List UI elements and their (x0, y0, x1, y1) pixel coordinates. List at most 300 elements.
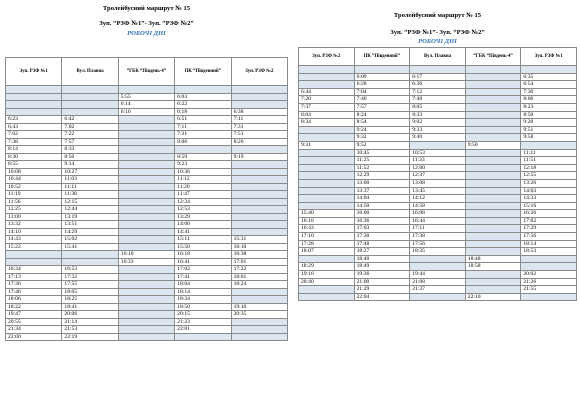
column-header: “ГБК “Південь-4” (118, 58, 174, 86)
time-cell: 5:55 (118, 93, 174, 101)
time-cell (465, 66, 521, 74)
time-cell: 10:45 (354, 149, 410, 157)
time-cell (231, 288, 287, 296)
time-cell: 18:05 (62, 288, 118, 296)
time-cell (465, 179, 521, 187)
time-cell: 9:14 (62, 161, 118, 169)
schedule-panel-right (298, 12, 577, 301)
time-cell: 9:40 (410, 134, 466, 142)
time-cell (465, 248, 521, 256)
table-row (299, 172, 577, 180)
time-cell: 6:10 (118, 108, 174, 116)
table-row (6, 303, 288, 311)
table-row (299, 164, 577, 172)
time-cell: 7:04 (354, 88, 410, 96)
time-cell (299, 187, 355, 195)
table-row (6, 183, 288, 191)
table-row (299, 103, 577, 111)
table-row (6, 161, 288, 169)
time-cell: 7:11 (231, 116, 287, 124)
time-cell: 13:29 (175, 213, 231, 221)
time-cell: 16:36 (354, 217, 410, 225)
time-cell: 19:44 (410, 271, 466, 279)
time-cell: 11:19 (6, 191, 62, 199)
time-cell (465, 240, 521, 248)
time-cell (465, 119, 521, 127)
time-cell (118, 153, 174, 161)
time-cell: 17:03 (354, 225, 410, 233)
column-header: ПК “Південний” (175, 58, 231, 86)
time-cell: 15:22 (6, 243, 62, 251)
table-row (299, 217, 577, 225)
time-cell: 18:24 (231, 281, 287, 289)
time-cell (118, 281, 174, 289)
time-cell: 6:22 (175, 101, 231, 109)
time-cell: 10:44 (6, 176, 62, 184)
time-cell (6, 258, 62, 266)
time-cell: 11:56 (6, 198, 62, 206)
time-cell (6, 86, 62, 94)
table-row (6, 251, 288, 259)
time-cell (465, 81, 521, 89)
time-cell (465, 210, 521, 218)
time-cell: 6:23 (6, 116, 62, 124)
time-cell: 8:50 (521, 111, 577, 119)
time-cell: 10:08 (6, 168, 62, 176)
time-cell: 17:11 (410, 225, 466, 233)
time-cell: 9:32 (354, 134, 410, 142)
time-cell (465, 217, 521, 225)
time-cell (231, 198, 287, 206)
time-cell: 18:49 (354, 263, 410, 271)
time-cell (231, 333, 287, 341)
time-cell (299, 172, 355, 180)
time-cell: 17:13 (6, 273, 62, 281)
time-cell: 7:02 (62, 123, 118, 131)
time-cell: 17:48 (354, 240, 410, 248)
time-cell (299, 81, 355, 89)
time-cell (465, 233, 521, 241)
time-cell (465, 164, 521, 172)
table-header-row (299, 48, 577, 66)
table-row (299, 210, 577, 218)
time-cell: 8:33 (62, 146, 118, 154)
table-row (6, 176, 288, 184)
time-cell (465, 149, 521, 157)
time-cell (118, 273, 174, 281)
time-cell (231, 318, 287, 326)
time-cell: 16:43 (299, 225, 355, 233)
time-cell: 11:25 (354, 157, 410, 165)
time-cell: 6:17 (410, 73, 466, 81)
table-row (6, 191, 288, 199)
time-cell (6, 251, 62, 259)
time-cell (175, 86, 231, 94)
time-cell: 18:25 (62, 296, 118, 304)
time-cell: 9:19 (231, 153, 287, 161)
table-row (299, 111, 577, 119)
time-cell: 13:08 (410, 179, 466, 187)
table-row (299, 119, 577, 127)
time-cell: 14:00 (175, 221, 231, 229)
time-cell: 12:15 (62, 198, 118, 206)
time-cell: 8:59 (175, 153, 231, 161)
time-cell (299, 255, 355, 263)
time-cell (118, 288, 174, 296)
time-cell: 9:31 (299, 141, 355, 149)
time-cell (6, 93, 62, 101)
time-cell: 8:54 (354, 119, 410, 127)
time-cell: 9:51 (521, 126, 577, 134)
time-cell: 13:32 (6, 221, 62, 229)
table-row (299, 255, 577, 263)
time-cell: 6:36 (410, 81, 466, 89)
time-cell: 18:14 (175, 288, 231, 296)
table-row (299, 286, 577, 294)
time-cell (62, 93, 118, 101)
time-cell (175, 146, 231, 154)
time-cell (231, 176, 287, 184)
time-cell: 17:30 (354, 233, 410, 241)
time-cell: 16:00 (354, 210, 410, 218)
time-cell: 7:02 (6, 131, 62, 139)
schedule-table (298, 47, 577, 301)
time-cell: 20:40 (299, 278, 355, 286)
time-cell: 18:40 (354, 255, 410, 263)
time-cell: 7:30 (521, 88, 577, 96)
time-cell: 20:55 (6, 318, 62, 326)
time-cell: 8:55 (6, 161, 62, 169)
time-cell: 16:33 (118, 258, 174, 266)
time-cell: 11:33 (410, 157, 466, 165)
day-type-label: РОБОЧІ ДНІ (418, 38, 457, 45)
time-cell (118, 228, 174, 236)
time-cell: 18:01 (231, 273, 287, 281)
table-row (299, 88, 577, 96)
time-cell: 16:18 (175, 251, 231, 259)
table-row (299, 96, 577, 104)
column-header: Вул. Плавна (62, 58, 118, 86)
time-cell: 22:00 (6, 333, 62, 341)
table-row (6, 138, 288, 146)
time-cell: 8:33 (410, 111, 466, 119)
time-cell: 6:18 (175, 108, 231, 116)
time-cell: 19:16 (299, 271, 355, 279)
time-cell: 7:37 (299, 103, 355, 111)
time-cell: 11:20 (175, 183, 231, 191)
route-subtitle: Зуп. “РЗФ №1”- Зуп. “РЗФ №2” (99, 20, 194, 27)
column-header: Зуп. РЗФ №1 (6, 58, 62, 86)
time-cell: 7:48 (410, 96, 466, 104)
time-cell: 20:02 (521, 271, 577, 279)
table-row (299, 149, 577, 157)
time-cell (118, 161, 174, 169)
time-cell: 15:41 (62, 243, 118, 251)
route-title: Тролейбусний маршрут № 15 (393, 12, 482, 19)
time-cell: 8:06 (521, 96, 577, 104)
time-cell (465, 286, 521, 294)
table-row (299, 248, 577, 256)
table-row (6, 288, 288, 296)
time-cell (299, 157, 355, 165)
time-cell (465, 103, 521, 111)
table-row (299, 225, 577, 233)
time-cell: 8:06 (175, 138, 231, 146)
time-cell: 14:29 (62, 228, 118, 236)
time-cell: 7:12 (410, 88, 466, 96)
time-cell: 17:56 (521, 233, 577, 241)
time-cell: 20:35 (231, 311, 287, 319)
time-cell (231, 191, 287, 199)
time-cell (465, 195, 521, 203)
time-cell: 6:54 (521, 81, 577, 89)
time-cell: 18:34 (175, 296, 231, 304)
time-cell: 12:37 (410, 172, 466, 180)
table-header-row (6, 58, 288, 86)
time-cell: 17:10 (299, 233, 355, 241)
time-cell (465, 126, 521, 134)
time-cell (6, 108, 62, 116)
table-row (6, 281, 288, 289)
time-cell: 13:37 (354, 187, 410, 195)
time-cell: 17:36 (6, 281, 62, 289)
time-cell: 8:50 (62, 153, 118, 161)
time-cell (62, 108, 118, 116)
time-cell (118, 221, 174, 229)
time-cell (465, 96, 521, 104)
table-row (299, 271, 577, 279)
table-row (299, 179, 577, 187)
time-cell: 18:35 (410, 248, 466, 256)
time-cell: 6:38 (231, 108, 287, 116)
time-cell: 22:10 (465, 293, 521, 301)
time-cell: 15:16 (521, 202, 577, 210)
table-row (6, 131, 288, 139)
time-cell (118, 326, 174, 334)
table-row (6, 243, 288, 251)
time-cell (62, 101, 118, 109)
time-cell: 7:20 (299, 96, 355, 104)
time-cell: 19:36 (354, 271, 410, 279)
time-cell: 9:50 (465, 141, 521, 149)
time-cell: 15:50 (175, 243, 231, 251)
time-cell: 11:47 (175, 191, 231, 199)
time-cell (299, 164, 355, 172)
table-row (6, 228, 288, 236)
time-cell (231, 168, 287, 176)
time-cell: 7:11 (175, 123, 231, 131)
time-cell (521, 293, 577, 301)
time-cell: 17:22 (231, 266, 287, 274)
table-row (6, 273, 288, 281)
column-header: Зуп. РЗФ №2 (231, 58, 287, 86)
time-cell: 11:52 (354, 164, 410, 172)
time-cell (118, 198, 174, 206)
time-cell (465, 202, 521, 210)
time-cell (299, 149, 355, 157)
time-cell: 17:38 (410, 233, 466, 241)
time-cell (118, 243, 174, 251)
time-cell (118, 266, 174, 274)
time-cell: 18:50 (175, 303, 231, 311)
time-cell: 14:50 (354, 202, 410, 210)
time-cell (118, 116, 174, 124)
time-cell (354, 66, 410, 74)
time-cell (299, 293, 355, 301)
time-cell (231, 221, 287, 229)
time-cell: 15:40 (299, 210, 355, 218)
time-cell: 6:42 (62, 116, 118, 124)
time-cell: 18:27 (354, 248, 410, 256)
time-cell (231, 86, 287, 94)
time-cell: 12:55 (521, 172, 577, 180)
table-row (6, 123, 288, 131)
column-header: Вул. Плавна (410, 48, 466, 66)
time-cell: 14:33 (521, 195, 577, 203)
time-cell: 8:23 (521, 103, 577, 111)
time-cell: 21:34 (6, 326, 62, 334)
time-cell (231, 93, 287, 101)
time-cell: 18:07 (299, 248, 355, 256)
time-cell (118, 311, 174, 319)
time-cell: 16:16 (299, 217, 355, 225)
time-cell: 12:24 (175, 198, 231, 206)
time-cell (62, 86, 118, 94)
time-cell: 11:11 (521, 149, 577, 157)
time-cell: 7:31 (175, 131, 231, 139)
column-header: Зуп. РЗФ №2 (299, 48, 355, 66)
time-cell (118, 168, 174, 176)
time-cell: 21:08 (410, 278, 466, 286)
table-row (6, 311, 288, 319)
table-row (299, 240, 577, 248)
time-cell (299, 73, 355, 81)
time-cell (410, 66, 466, 74)
time-cell (231, 326, 287, 334)
time-cell: 6:35 (521, 73, 577, 81)
time-cell (465, 172, 521, 180)
table-row (6, 146, 288, 154)
time-cell (521, 141, 577, 149)
table-row (6, 86, 288, 94)
time-cell: 22:01 (175, 326, 231, 334)
time-cell (410, 293, 466, 301)
table-row (299, 73, 577, 81)
time-cell (118, 86, 174, 94)
time-cell (231, 296, 287, 304)
time-cell: 12:18 (521, 164, 577, 172)
table-row (299, 278, 577, 286)
table-row (6, 153, 288, 161)
time-cell: 10:27 (62, 168, 118, 176)
time-cell: 21:55 (521, 286, 577, 294)
time-cell (299, 179, 355, 187)
time-cell (118, 296, 174, 304)
time-cell (299, 66, 355, 74)
time-cell: 6:51 (175, 116, 231, 124)
time-cell: 18:41 (62, 303, 118, 311)
time-cell: 13:00 (6, 213, 62, 221)
table-row (299, 233, 577, 241)
table-row (299, 263, 577, 271)
time-cell (118, 131, 174, 139)
time-cell: 18:53 (521, 248, 577, 256)
time-cell: 16:10 (231, 243, 287, 251)
table-row (299, 141, 577, 149)
time-cell: 13:51 (62, 221, 118, 229)
time-cell: 22:04 (354, 293, 410, 301)
time-cell: 7:40 (354, 96, 410, 104)
table-row (299, 157, 577, 165)
time-cell: 7:57 (62, 138, 118, 146)
table-row (299, 66, 577, 74)
time-cell: 17:02 (175, 266, 231, 274)
time-cell: 13:45 (410, 187, 466, 195)
time-cell: 9:58 (521, 134, 577, 142)
time-cell: 8:26 (231, 138, 287, 146)
table-row (6, 101, 288, 109)
time-cell: 7:31 (231, 123, 287, 131)
time-cell: 20:15 (175, 311, 231, 319)
time-cell (299, 202, 355, 210)
time-cell (521, 66, 577, 74)
table-row (299, 126, 577, 134)
table-row (299, 202, 577, 210)
time-cell: 16:10 (118, 251, 174, 259)
time-cell: 8:14 (6, 146, 62, 154)
time-cell: 17:41 (175, 273, 231, 281)
time-cell: 9:02 (410, 119, 466, 127)
time-cell (299, 195, 355, 203)
time-cell (118, 123, 174, 131)
time-cell (465, 157, 521, 165)
time-cell (118, 206, 174, 214)
time-cell: 6:14 (118, 101, 174, 109)
schedule-panel-left (5, 4, 288, 341)
time-cell: 17:02 (521, 217, 577, 225)
time-cell: 6:44 (299, 88, 355, 96)
route-subtitle: Зуп. “РЗФ №1”- Зуп. “РЗФ №2” (390, 29, 485, 36)
time-cell (118, 191, 174, 199)
table-row (6, 326, 288, 334)
time-cell (410, 255, 466, 263)
time-cell: 7:57 (354, 103, 410, 111)
time-cell: 8:30 (6, 153, 62, 161)
time-cell: 16:41 (175, 258, 231, 266)
time-cell: 9:24 (354, 126, 410, 134)
time-cell (231, 206, 287, 214)
route-title: Тролейбусний маршрут № 15 (102, 5, 191, 12)
time-cell: 10:36 (175, 168, 231, 176)
time-cell (118, 183, 174, 191)
time-cell: 8:04 (299, 111, 355, 119)
time-cell: 15:11 (175, 236, 231, 244)
time-cell: 13:19 (62, 213, 118, 221)
time-cell: 12:25 (6, 206, 62, 214)
time-cell (231, 146, 287, 154)
time-cell: 16:53 (62, 266, 118, 274)
time-cell: 16:08 (410, 210, 466, 218)
time-cell (465, 88, 521, 96)
time-cell: 10:53 (410, 149, 466, 157)
time-cell: 9:20 (521, 119, 577, 127)
time-cell: 8:05 (410, 103, 466, 111)
time-cell (410, 141, 466, 149)
time-cell: 21:23 (175, 318, 231, 326)
time-cell: 15:31 (231, 236, 287, 244)
time-cell: 6:03 (175, 93, 231, 101)
time-cell (521, 255, 577, 263)
